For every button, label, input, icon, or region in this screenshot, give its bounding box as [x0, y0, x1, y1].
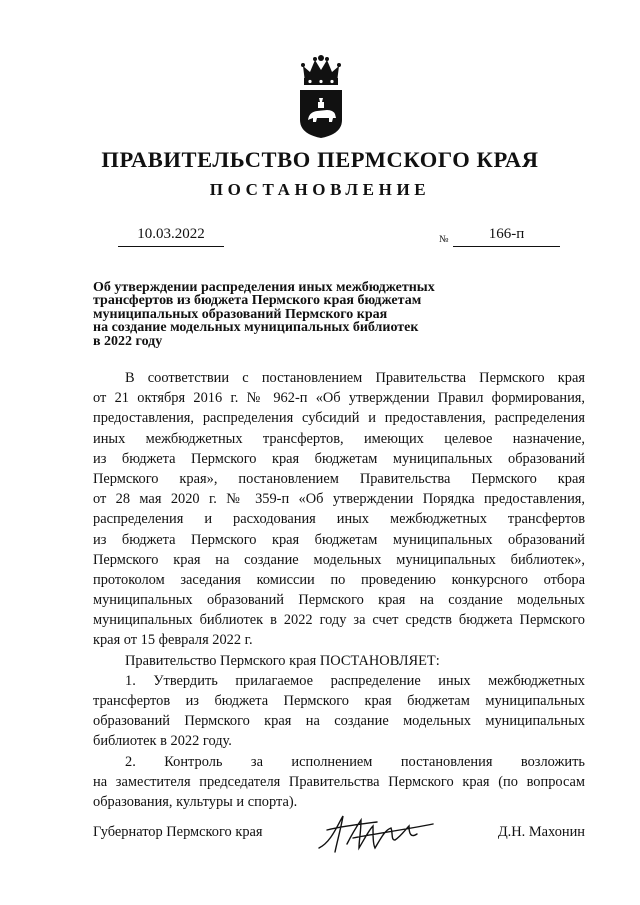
document-date: 10.03.2022 — [118, 226, 224, 247]
document-type: ПОСТАНОВЛЕНИЕ — [209, 180, 431, 199]
body-line: трансфертов из бюджета Пермского края бюджетам муниципальных — [93, 693, 585, 709]
heading-line: трансфертов из бюджета Пермского края бюджетам — [93, 293, 422, 309]
heading-line: муниципальных образований Пермского края — [93, 306, 388, 322]
body-line: В соответствии с постановлением Правительства Пермского края — [125, 370, 585, 386]
body-line: из бюджета Пермского края бюджетам муниципальных образований — [93, 531, 585, 548]
body-line: из бюджета Пермского края бюджетам муниципальных образований — [93, 450, 585, 467]
body-line: от 21 октября 2016 г. № 962-п «Об утверждении Правил формирования, — [93, 390, 585, 407]
body-line: образования, культуры и спорта). — [93, 793, 298, 810]
document-number: 166-п — [453, 226, 560, 247]
body-line: муниципальных образований Пермского края на создание модельных — [93, 592, 585, 609]
body-line: Пермского края на создание модельных муниципальных библиотек», — [93, 551, 585, 568]
document-body — [93, 368, 585, 812]
heading-line: Об утверждении распределения иных межбюджетных — [93, 280, 435, 295]
signatory-name: Д.Н. Махонин — [497, 824, 585, 840]
body-line: муниципальных библиотек в 2022 году за счет средств бюджета Пермского — [93, 612, 585, 629]
body-line: края от 15 февраля 2022 г. — [93, 632, 253, 649]
coat-of-arms-icon — [295, 52, 347, 140]
body-line: иных межбюджетных трансфертов, имеющих целевое назначение, — [93, 430, 585, 447]
body-line: распределения и расходования иных межбюджетных трансфертов — [93, 511, 585, 528]
heading-line: в 2022 году — [93, 333, 163, 349]
handwritten-signature-icon — [313, 808, 437, 858]
body-line: протоколом заседания комиссии по проведению конкурсного отбора — [93, 571, 585, 588]
body-line: предоставления, распределения субсидий и предоставления, распределения — [93, 410, 585, 427]
body-line: образований Пермского края на создание модельных муниципальных — [93, 713, 585, 730]
body-line: от 28 мая 2020 г. № 359-п «Об утверждении Порядка предоставления, — [93, 491, 585, 508]
number-label: № — [439, 234, 449, 245]
body-line: Пермского края», постановлением Правительства Пермского края — [93, 470, 585, 487]
signatory-position: Губернатор Пермского края — [93, 824, 263, 840]
body-line: библиотек в 2022 году. — [93, 733, 232, 750]
body-line: Правительство Пермского края ПОСТАНОВЛЯЕТ: — [125, 652, 440, 669]
body-line: 1. Утвердить прилагаемое распределение иных межбюджетных — [125, 672, 585, 689]
government-title: ПРАВИТЕЛЬСТВО ПЕРМСКОГО КРАЯ — [101, 147, 539, 172]
body-line: на заместителя председателя Правительства Пермского края (по вопросам — [93, 773, 585, 790]
heading-line: на создание модельных муниципальных библиотек — [93, 320, 419, 336]
document-heading — [93, 281, 513, 348]
body-line: 2. Контроль за исполнением постановления возложить — [125, 753, 585, 770]
